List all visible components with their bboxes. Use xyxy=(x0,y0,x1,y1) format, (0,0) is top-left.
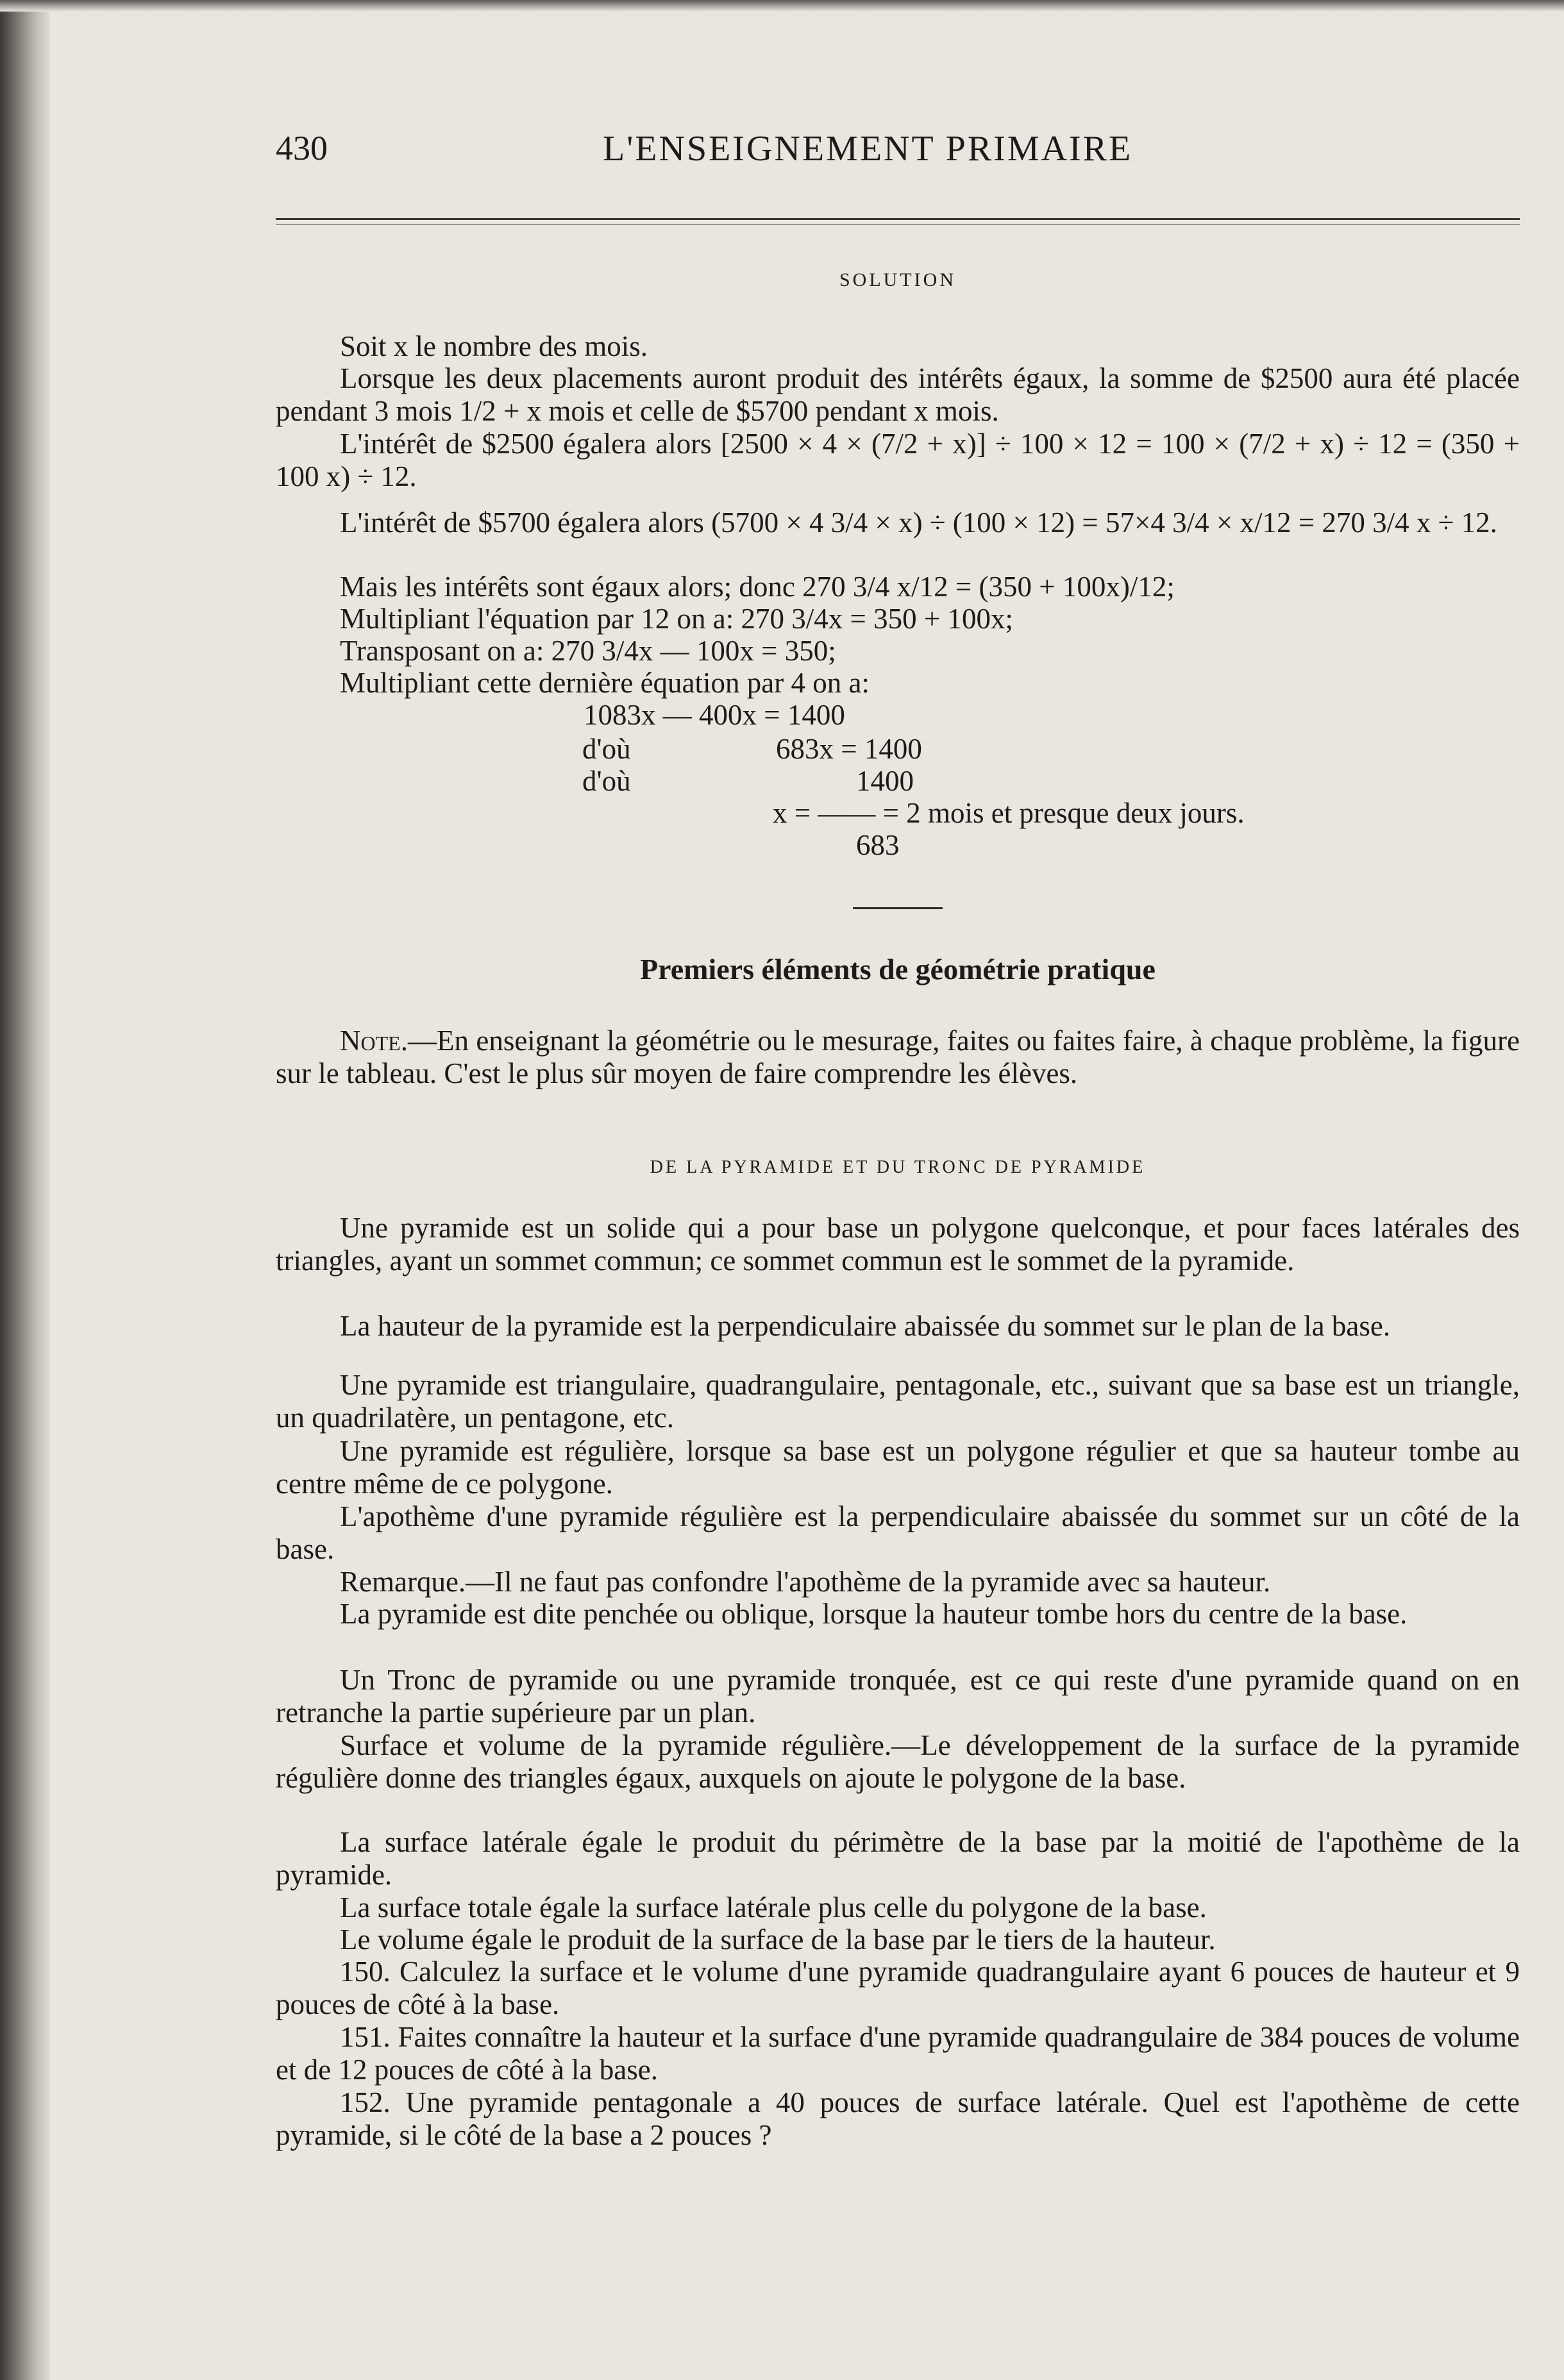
scan-edge xyxy=(0,0,50,2380)
paragraph-11: La surface totale égale la surface latérale plus celle du polygone de la base. xyxy=(340,1891,1207,1923)
running-title: L'ENSEIGNEMENT PRIMAIRE xyxy=(603,129,1133,169)
exercise-150: 150. Calculez la surface et le volume d'une pyramide quadrangulaire ayant 6 pouces de hauteur et 9 pouces de côté à la base. xyxy=(276,1956,1520,2020)
note-label: Note. xyxy=(340,1025,408,1057)
note-paragraph xyxy=(276,1025,1520,1090)
paragraph-12: Le volume égale le produit de la surface de la base par le tiers de la hauteur. xyxy=(340,1923,1216,1956)
equation-2: 683x = 1400 xyxy=(776,733,922,765)
solution-line-5: Mais les intérêts sont égaux alors; donc 270 3/4 x/12 = (350 + 100x)/12; xyxy=(340,571,1175,603)
paragraph-7: La pyramide est dite penchée ou oblique, lorsque la hauteur tombe hors du centre de la base. xyxy=(340,1598,1408,1630)
paragraph-1: Une pyramide est un solide qui a pour base un polygone quelconque, et pour faces latérales des triangles, ayant un sommet commun; ce sommet commun est le sommet de la pyramide. xyxy=(276,1212,1520,1277)
exercise-152: 152. Une pyramide pentagonale a 40 pouces de surface latérale. Quel est l'apothème de cette pyramide, si le côté de la base a 2 pouces ? xyxy=(276,2086,1520,2151)
note-text: —En enseignant la géométrie ou le mesurage, faites ou faites faire, à chaque problème, la figure sur le tableau. C'est le plus sûr moyen de faire comprendre les élèves. xyxy=(276,1025,1520,1089)
solution-line-6: Multipliant l'équation par 12 on a: 270 3/4x = 350 + 100x; xyxy=(340,603,1014,635)
equation-3: x = —— = 2 mois et presque deux jours. xyxy=(773,797,1245,829)
paragraph-6: Remarque.—Il ne faut pas confondre l'apothème de la pyramide avec sa hauteur. xyxy=(340,1566,1271,1598)
document-page xyxy=(276,0,1520,2380)
equation-3-numerator: 1400 xyxy=(856,765,914,797)
equation-2-prefix: d'où xyxy=(582,733,631,765)
paragraph-5: L'apothème d'une pyramide régulière est la perpendiculaire abaissée du sommet sur un côté de la base. xyxy=(276,1500,1520,1565)
exercise-151: 151. Faites connaître la hauteur et la surface d'une pyramide quadrangulaire de 384 pouces de volume et de 12 pouces de côté à la base. xyxy=(276,2021,1520,2086)
paragraph-10: La surface latérale égale le produit du périmètre de la base par la moitié de l'apothème de la pyramide. xyxy=(276,1826,1520,1891)
paragraph-8: Un Tronc de pyramide ou une pyramide tronquée, est ce qui reste d'une pyramide quand on en retranche la partie supérieure par un plan. xyxy=(276,1664,1520,1729)
solution-line-4: L'intérêt de $5700 égalera alors (5700 × 4 3/4 × x) ÷ (100 × 12) = 57×4 3/4 × x/12 = 270 3/4 x ÷ 12. xyxy=(340,507,1497,539)
page-number: 430 xyxy=(276,129,328,167)
subsection-title: DE LA PYRAMIDE ET DU TRONC DE PYRAMIDE xyxy=(650,1157,1146,1177)
section-title: Premiers éléments de géométrie pratique xyxy=(640,953,1156,985)
paragraph-2: La hauteur de la pyramide est la perpendiculaire abaissée du sommet sur le plan de la base. xyxy=(340,1310,1391,1342)
equation-3-prefix: d'où xyxy=(582,765,631,797)
running-head xyxy=(276,128,1520,173)
solution-line-7: Transposant on a: 270 3/4x — 100x = 350; xyxy=(340,635,836,667)
paragraph-9: Surface et volume de la pyramide régulière.—Le développement de la surface de la pyramide régulière donne des triangles égaux, auxquels on ajoute le polygone de la base. xyxy=(276,1729,1520,1794)
header-rule xyxy=(276,218,1520,220)
header-rule-thin xyxy=(276,224,1520,225)
paragraph-3: Une pyramide est triangulaire, quadrangulaire, pentagonale, etc., suivant que sa base est un triangle, un quadrilatère, un pentagone, etc. xyxy=(276,1369,1520,1434)
paragraph-4: Une pyramide est régulière, lorsque sa base est un polygone régulier et que sa hauteur tombe au centre même de ce polygone. xyxy=(276,1435,1520,1500)
equation-1: 1083x — 400x = 1400 xyxy=(584,699,845,731)
solution-line-1: Soit x le nombre des mois. xyxy=(340,330,648,362)
solution-label: SOLUTION xyxy=(839,269,956,290)
solution-line-8: Multipliant cette dernière équation par 4 on a: xyxy=(340,667,870,699)
solution-line-3: L'intérêt de $2500 égalera alors [2500 × 4 × (7/2 + x)] ÷ 100 × 12 = 100 × (7/2 + x) ÷ 12 = (350 + 100 x) ÷ 12. xyxy=(276,428,1520,492)
section-divider xyxy=(853,907,943,909)
equation-3-denominator: 683 xyxy=(856,829,900,861)
solution-line-2: Lorsque les deux placements auront produit des intérêts égaux, la somme de $2500 aura été placée pendant 3 mois 1/2 + x mois et celle de $5700 pendant x mois. xyxy=(276,362,1520,427)
